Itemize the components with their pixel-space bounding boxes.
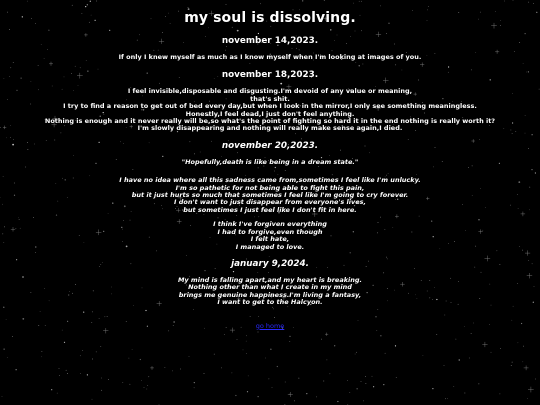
star: [4, 349, 5, 350]
star: [82, 350, 83, 351]
entry-line: I'm so pathetic for not being able to fight this pain,: [175, 183, 365, 192]
star: [330, 373, 331, 374]
star: [373, 386, 374, 387]
star: [365, 376, 366, 377]
twinkle-star: [150, 366, 154, 370]
entry-line: Nothing other than what I create in my mind: [188, 283, 352, 292]
star: [459, 359, 460, 360]
star: [189, 356, 190, 357]
star: [80, 355, 81, 356]
entry-line: My mind is falling apart,and my heart is breaking.: [177, 275, 363, 284]
star: [471, 333, 472, 334]
star: [535, 379, 536, 380]
star: [101, 378, 102, 379]
star: [500, 348, 501, 349]
star: [289, 341, 290, 342]
entry-line: "Hopefully,death is like being in a dream state.": [181, 157, 359, 166]
star: [299, 378, 300, 379]
star: [465, 393, 466, 394]
entry-line: I have no idea where all this sadness came from,sometimes I feel like I'm unlucky.: [119, 176, 421, 185]
star: [479, 384, 480, 385]
star: [453, 386, 454, 387]
entry-line: that's shit.: [250, 94, 290, 103]
star: [172, 371, 173, 372]
star: [129, 358, 130, 359]
star: [357, 388, 358, 389]
star: [122, 382, 123, 383]
entry-line: I had to forgive,even though: [217, 227, 323, 236]
star: [132, 349, 133, 350]
star: [522, 361, 523, 362]
star: [258, 332, 259, 333]
star: [246, 341, 247, 342]
star: [511, 365, 512, 366]
star: [232, 373, 233, 374]
star: [243, 350, 244, 351]
star: [165, 367, 166, 368]
entry-line: Honestly,I feel dead,I just don't feel anything.: [185, 109, 355, 118]
star: [66, 370, 67, 371]
star: [42, 351, 43, 352]
star: [237, 339, 238, 340]
star: [349, 392, 350, 393]
star: [12, 336, 13, 337]
star: [395, 345, 396, 346]
star: [436, 334, 437, 335]
star: [491, 352, 492, 353]
star: [194, 382, 195, 383]
twinkle-star: [528, 387, 534, 393]
entry-line: Nothing is enough and it never really will be,so what's the point of fighting so hard it in the end nothing is really worth it?: [44, 117, 496, 126]
entry-line: I try to find a reason to get out of bed every day,but when I look in the mirror,I only see something meaningless.: [63, 102, 477, 111]
star: [7, 357, 8, 358]
entry-line: brings me genuine happiness.I'm living a fantasy,: [178, 290, 362, 299]
star: [356, 352, 357, 353]
twinkle-star: [325, 333, 328, 336]
star: [180, 369, 181, 370]
star: [148, 376, 149, 377]
twinkle-star: [288, 392, 293, 397]
entry-date: november 18,2023.: [221, 70, 319, 81]
entry-line: If only I knew myself as much as I know myself when I'm looking at images of you.: [118, 53, 422, 61]
star: [59, 368, 60, 369]
star: [334, 345, 335, 346]
star: [527, 398, 528, 399]
star: [445, 398, 446, 399]
entry-line: I want to get to the Halcyon.: [217, 298, 323, 307]
star: [67, 373, 68, 374]
star: [285, 382, 286, 383]
star: [270, 349, 271, 350]
star: [396, 377, 397, 378]
star: [294, 401, 295, 402]
twinkle-star: [524, 366, 529, 371]
star: [366, 383, 367, 384]
star: [518, 342, 519, 343]
entry-line: I managed to love.: [235, 242, 305, 251]
star: [423, 355, 424, 356]
star: [380, 335, 381, 336]
star: [144, 387, 145, 388]
entry-paragraph: [0, 151, 540, 166]
star: [80, 373, 81, 374]
entry-date: november 14,2023.: [221, 36, 319, 46]
star: [277, 366, 278, 367]
star: [194, 387, 195, 388]
star: [248, 376, 249, 377]
star: [512, 362, 513, 363]
star: [100, 346, 101, 347]
star: [327, 360, 328, 361]
page-title: my soul is dissolving.: [184, 10, 356, 26]
star: [323, 381, 324, 382]
star: [101, 390, 102, 391]
entry-line: I'm slowly disappearing and nothing will really make sense again,I died.: [137, 124, 403, 133]
star: [247, 391, 248, 392]
star: [204, 373, 205, 374]
entry-line: I don't want to just disappear from everyone's lives,: [174, 198, 366, 207]
entry-line: I think I've forgiven everything: [213, 220, 327, 229]
star: [246, 335, 247, 336]
star: [447, 398, 448, 399]
entry-date: january 9,2024.: [231, 258, 309, 269]
star: [221, 368, 222, 369]
star: [469, 358, 470, 359]
star: [265, 358, 266, 359]
star: [41, 356, 42, 357]
entry-paragraph: [0, 269, 540, 307]
entry-line: but it just hurts so much that sometimes I feel like I'm going to cry forever.: [131, 191, 409, 200]
star: [385, 353, 386, 354]
star: [316, 397, 317, 398]
star: [2, 396, 3, 397]
star: [51, 389, 52, 390]
star: [306, 393, 307, 394]
star: [147, 385, 148, 386]
entry-paragraph: [0, 214, 540, 251]
star: [146, 389, 147, 390]
star: [383, 384, 384, 385]
star: [500, 394, 501, 395]
twinkle-star: [482, 342, 487, 347]
star: [246, 353, 247, 354]
star: [347, 380, 348, 381]
star: [16, 369, 17, 370]
star: [140, 359, 141, 360]
star: [92, 359, 93, 360]
star: [214, 354, 215, 355]
entry-paragraph: [0, 80, 540, 132]
star: [269, 379, 270, 380]
star: [523, 346, 524, 347]
star: [96, 352, 97, 353]
star: [108, 379, 109, 380]
entry-paragraph: [0, 46, 540, 61]
entry-line: I feel invisible,disposable and disgusting.I'm devoid of any value or meaning,: [127, 87, 413, 96]
star: [64, 342, 65, 343]
star: [432, 388, 433, 389]
star: [321, 339, 322, 340]
star: [363, 401, 364, 402]
star: [235, 395, 236, 396]
star: [141, 380, 142, 381]
star: [444, 365, 445, 366]
go-home-link[interactable]: go home: [255, 321, 285, 330]
entry-line: but sometimes I just feel like I don't fit in here.: [183, 205, 357, 214]
star: [289, 336, 290, 337]
star: [92, 399, 93, 400]
star: [372, 376, 373, 377]
star: [456, 339, 457, 340]
entry-date: november 20,2023.: [221, 140, 319, 151]
star: [258, 396, 259, 397]
star: [130, 384, 131, 385]
star: [361, 381, 362, 382]
star: [224, 334, 225, 335]
entry-paragraph: [0, 166, 540, 214]
star: [337, 401, 338, 402]
star: [272, 387, 273, 388]
star: [355, 354, 356, 355]
star: [57, 393, 58, 394]
star: [59, 375, 60, 376]
star: [87, 374, 88, 375]
entry-line: I felt hate,: [250, 235, 290, 244]
